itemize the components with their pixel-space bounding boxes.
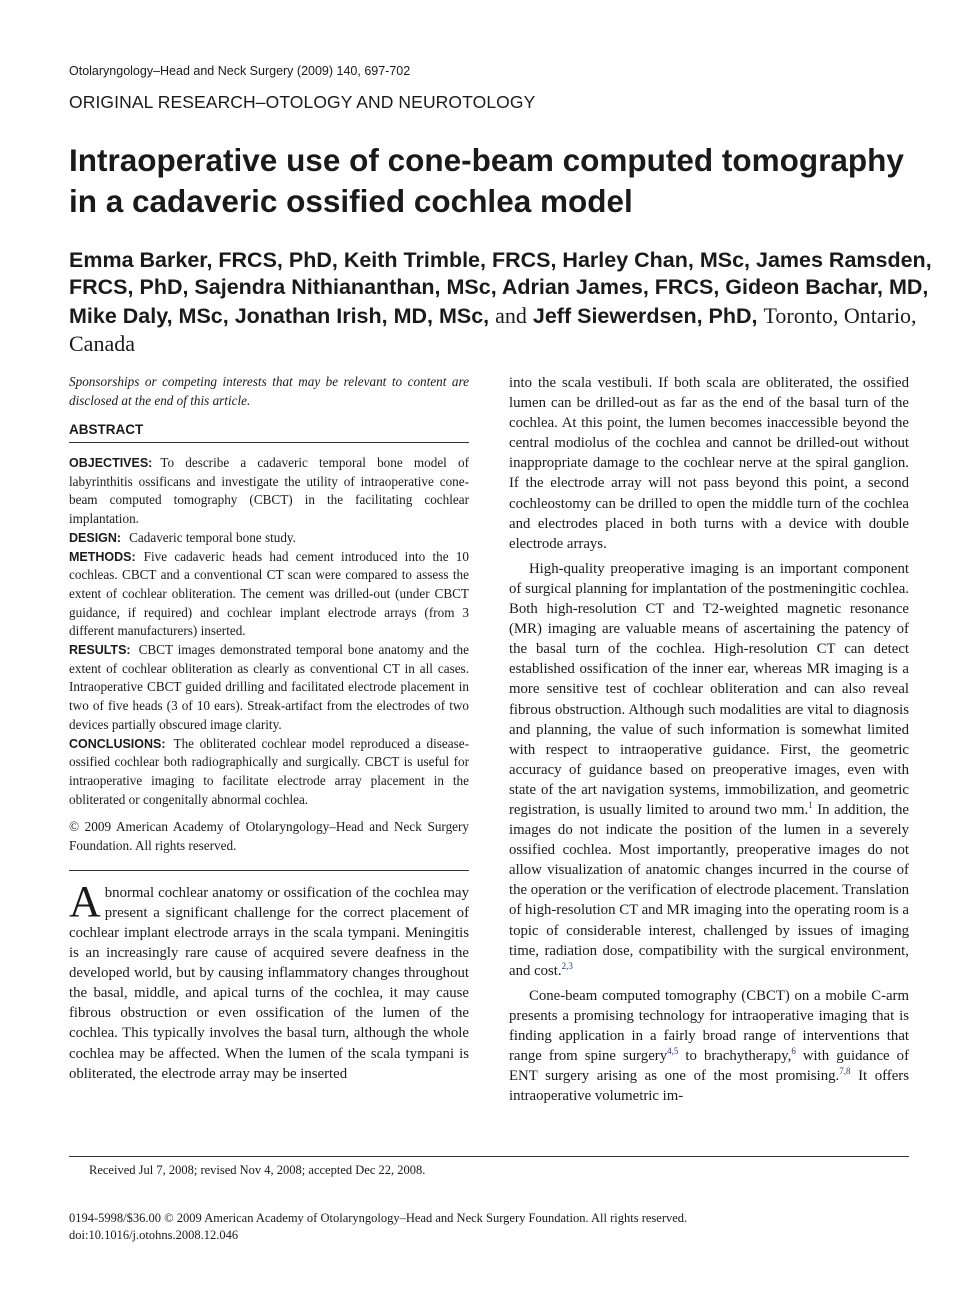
right-column: [509, 373, 909, 1106]
abstract-label: OBJECTIVES:: [69, 456, 153, 470]
body-paragraph-2: [509, 559, 909, 981]
citation-ref[interactable]: 2,3: [561, 960, 573, 971]
received-dates: Received Jul 7, 2008; revised Nov 4, 2008; accepted Dec 22, 2008.: [89, 1163, 426, 1177]
authors-and: and: [495, 302, 527, 328]
authors-last: Jeff Siewerdsen, PhD,: [532, 303, 758, 328]
paragraph-text: It offers intraoperative volumetric im-: [509, 1068, 909, 1105]
article-title: Intraoperative use of cone-beam computed tomography in a cadaveric ossified cochlea model: [69, 142, 904, 219]
author-location: Toronto, Ontario, Canada: [69, 302, 917, 356]
left-column: [69, 373, 469, 1084]
doi-link[interactable]: doi:10.1016/j.otohns.2008.12.046: [69, 1228, 239, 1242]
abstract-results: [69, 641, 469, 735]
paragraph-text: High-quality preoperative imaging is an important component of surgical planning for implantation of the postmeningitic cochlea. Both high-resolution CT and T2-weighted magnetic resonance (MR) imaging are valuable means of ascertaining the patency of the basal turn of the cochlea. High-resolution CT can detect established ossification of the inner ear, whereas MR imaging is a more sensitive test of cochlear obliteration and can also reveal fibrous obstruction. Although such modalities are vital to diagnosis and planning, the value of such information is somewhat limited with respect to intraoperative guidance. First, the geometric accuracy of guidance based on preoperative images, even with state of the art navigation systems, immobilization, and geometric registration, is usually limited to around two mm.: [509, 560, 909, 818]
body-paragraph-1: into the scala vestibuli. If both scala are obliterated, the ossified lumen can be drilled-out as far as the end of the basal turn of the cochlea. At this point, the lumen becomes inaccessible beyond the central modiolus of the cochlea and cannot be drilled-out without inappropriate damage to the cochlear nerve at the spiral ganglion. If the electrode array will not pass beyond this point, a second cochleostomy can be drilled to open the middle turn of the cochlea and electrodes placed in both turns with a device with double electrode arrays.: [509, 375, 909, 552]
citation-ref[interactable]: 1: [808, 800, 813, 811]
abstract-text: Cadaveric temporal bone study.: [129, 529, 296, 545]
abstract-heading: ABSTRACT: [69, 422, 469, 443]
section-heading: ORIGINAL RESEARCH–OTOLOGY AND NEUROTOLOGY: [69, 92, 536, 112]
paragraph-text: to brachytherapy,: [678, 1048, 792, 1065]
citation-ref[interactable]: 6: [791, 1046, 796, 1057]
body-paragraph-3: [509, 986, 909, 1107]
disclosure-note: Sponsorships or competing interests that may be relevant to content are disclosed at the end of this article.: [69, 374, 469, 408]
abstract-label: CONCLUSIONS:: [69, 736, 166, 751]
paragraph-text: Cone-beam computed tomography (CBCT) on a mobile C-arm presents a promising technology for intraoperative imaging that is finding application in a fairly broad range of interventions that range from spine surgery: [509, 987, 909, 1065]
abstract-text: CBCT images demonstrated temporal bone anatomy and the extent of cochlear obliteration as clearly as conventional CT in all cases. Intraoperative CBCT guided drilling and facilitated electrode placement in two of five heads (3 of 10 ears). Streak-artifact from the electrodes of two devices partially obscured image clarity.: [69, 642, 469, 732]
abstract-text: Five cadaveric heads had cement introduced into the 10 cochleas. CBCT and a conventional CT scan were compared to assess the extent of cochlear obliteration. The cement was drilled-out (under CBCT guidance, if required) and cochlear implant electrode arrays (from 3 different manufacturers) inserted.: [69, 548, 469, 639]
abstract-objectives: [69, 454, 469, 529]
abstract-design: [69, 529, 469, 548]
abstract-conclusions: [69, 735, 469, 810]
abstract-body: [69, 454, 469, 809]
abstract-text: The obliterated cochlear model reproduced a disease-ossified cochlear both radiographically and surgically. CBCT is useful for intraoperative imaging to facilitate electrode array placement in the obliterated or congenitally abnormal cochlea.: [69, 735, 469, 807]
copyright-notice: © 2009 American Academy of Otolaryngology–Head and Neck Surgery Foundation. All rights reserved.: [69, 818, 469, 870]
issn-line: 0194-5998/$36.00 © 2009 American Academy of Otolaryngology–Head and Neck Surgery Foundation. All rights reserved.: [69, 1211, 688, 1225]
authors-main: Emma Barker, FRCS, PhD, Keith Trimble, FRCS, Harley Chan, MSc, James Ramsden, FRCS, PhD, Sajendra Nithiananthan, MSc, Adrian James, FRCS, Gideon Bachar, MD, Mike Daly, MSc, Jonathan Irish, MD, MSc,: [69, 248, 932, 328]
journal-citation: Otolaryngology–Head and Neck Surgery (2009) 140, 697-702: [69, 64, 411, 78]
abstract-label: DESIGN:: [69, 530, 122, 545]
abstract-label: METHODS:: [69, 549, 136, 564]
citation-ref[interactable]: 4,5: [667, 1046, 679, 1057]
drop-cap: A: [69, 876, 101, 926]
footer-divider: [69, 1156, 909, 1157]
intro-paragraph: [69, 876, 469, 1084]
intro-text: bnormal cochlear anatomy or ossification of the cochlea may present a significant challenge for the correct placement of cochlear implant electrode arrays in the scala tympani. Meningitis is an increasingly rare cause of acquired severe deafness in the developed world, but by causing inflammatory changes throughout the basal, middle, and apical turns of the cochlea, it may cause fibrous obstruction or even ossification of the lumen of the cochlea. This typically involves the basal turn, although the whole cochlea may be affected. When the lumen of the scala tympani is obliterated, the electrode array may be inserted: [69, 884, 469, 1082]
paragraph-text: with guidance of ENT surgery arising as one of the most promising.: [509, 1048, 909, 1085]
citation-ref[interactable]: 7,8: [839, 1066, 851, 1077]
abstract-label: RESULTS:: [69, 643, 131, 658]
author-list: [69, 247, 949, 358]
paragraph-text: In addition, the images do not indicate the position of the lumen in a severely ossified cochlea. Most importantly, preoperative images do not allow visualization of anatomic changes incurred in the course of the operation or the verification of electrode placement. Translation of high-resolution CT and MR imaging into the operating room is a topic of considerable interest, challenged by issues of imaging time, radiation dose, compatibility with the surgical environment, and cost.: [509, 801, 909, 979]
abstract-methods: [69, 548, 469, 642]
abstract-text: To describe a cadaveric temporal bone model of labyrinthitis ossificans and investigate the utility of intraoperative cone-beam computed tomography (CBCT) in the facilitating cochlear implantation.: [69, 455, 469, 527]
